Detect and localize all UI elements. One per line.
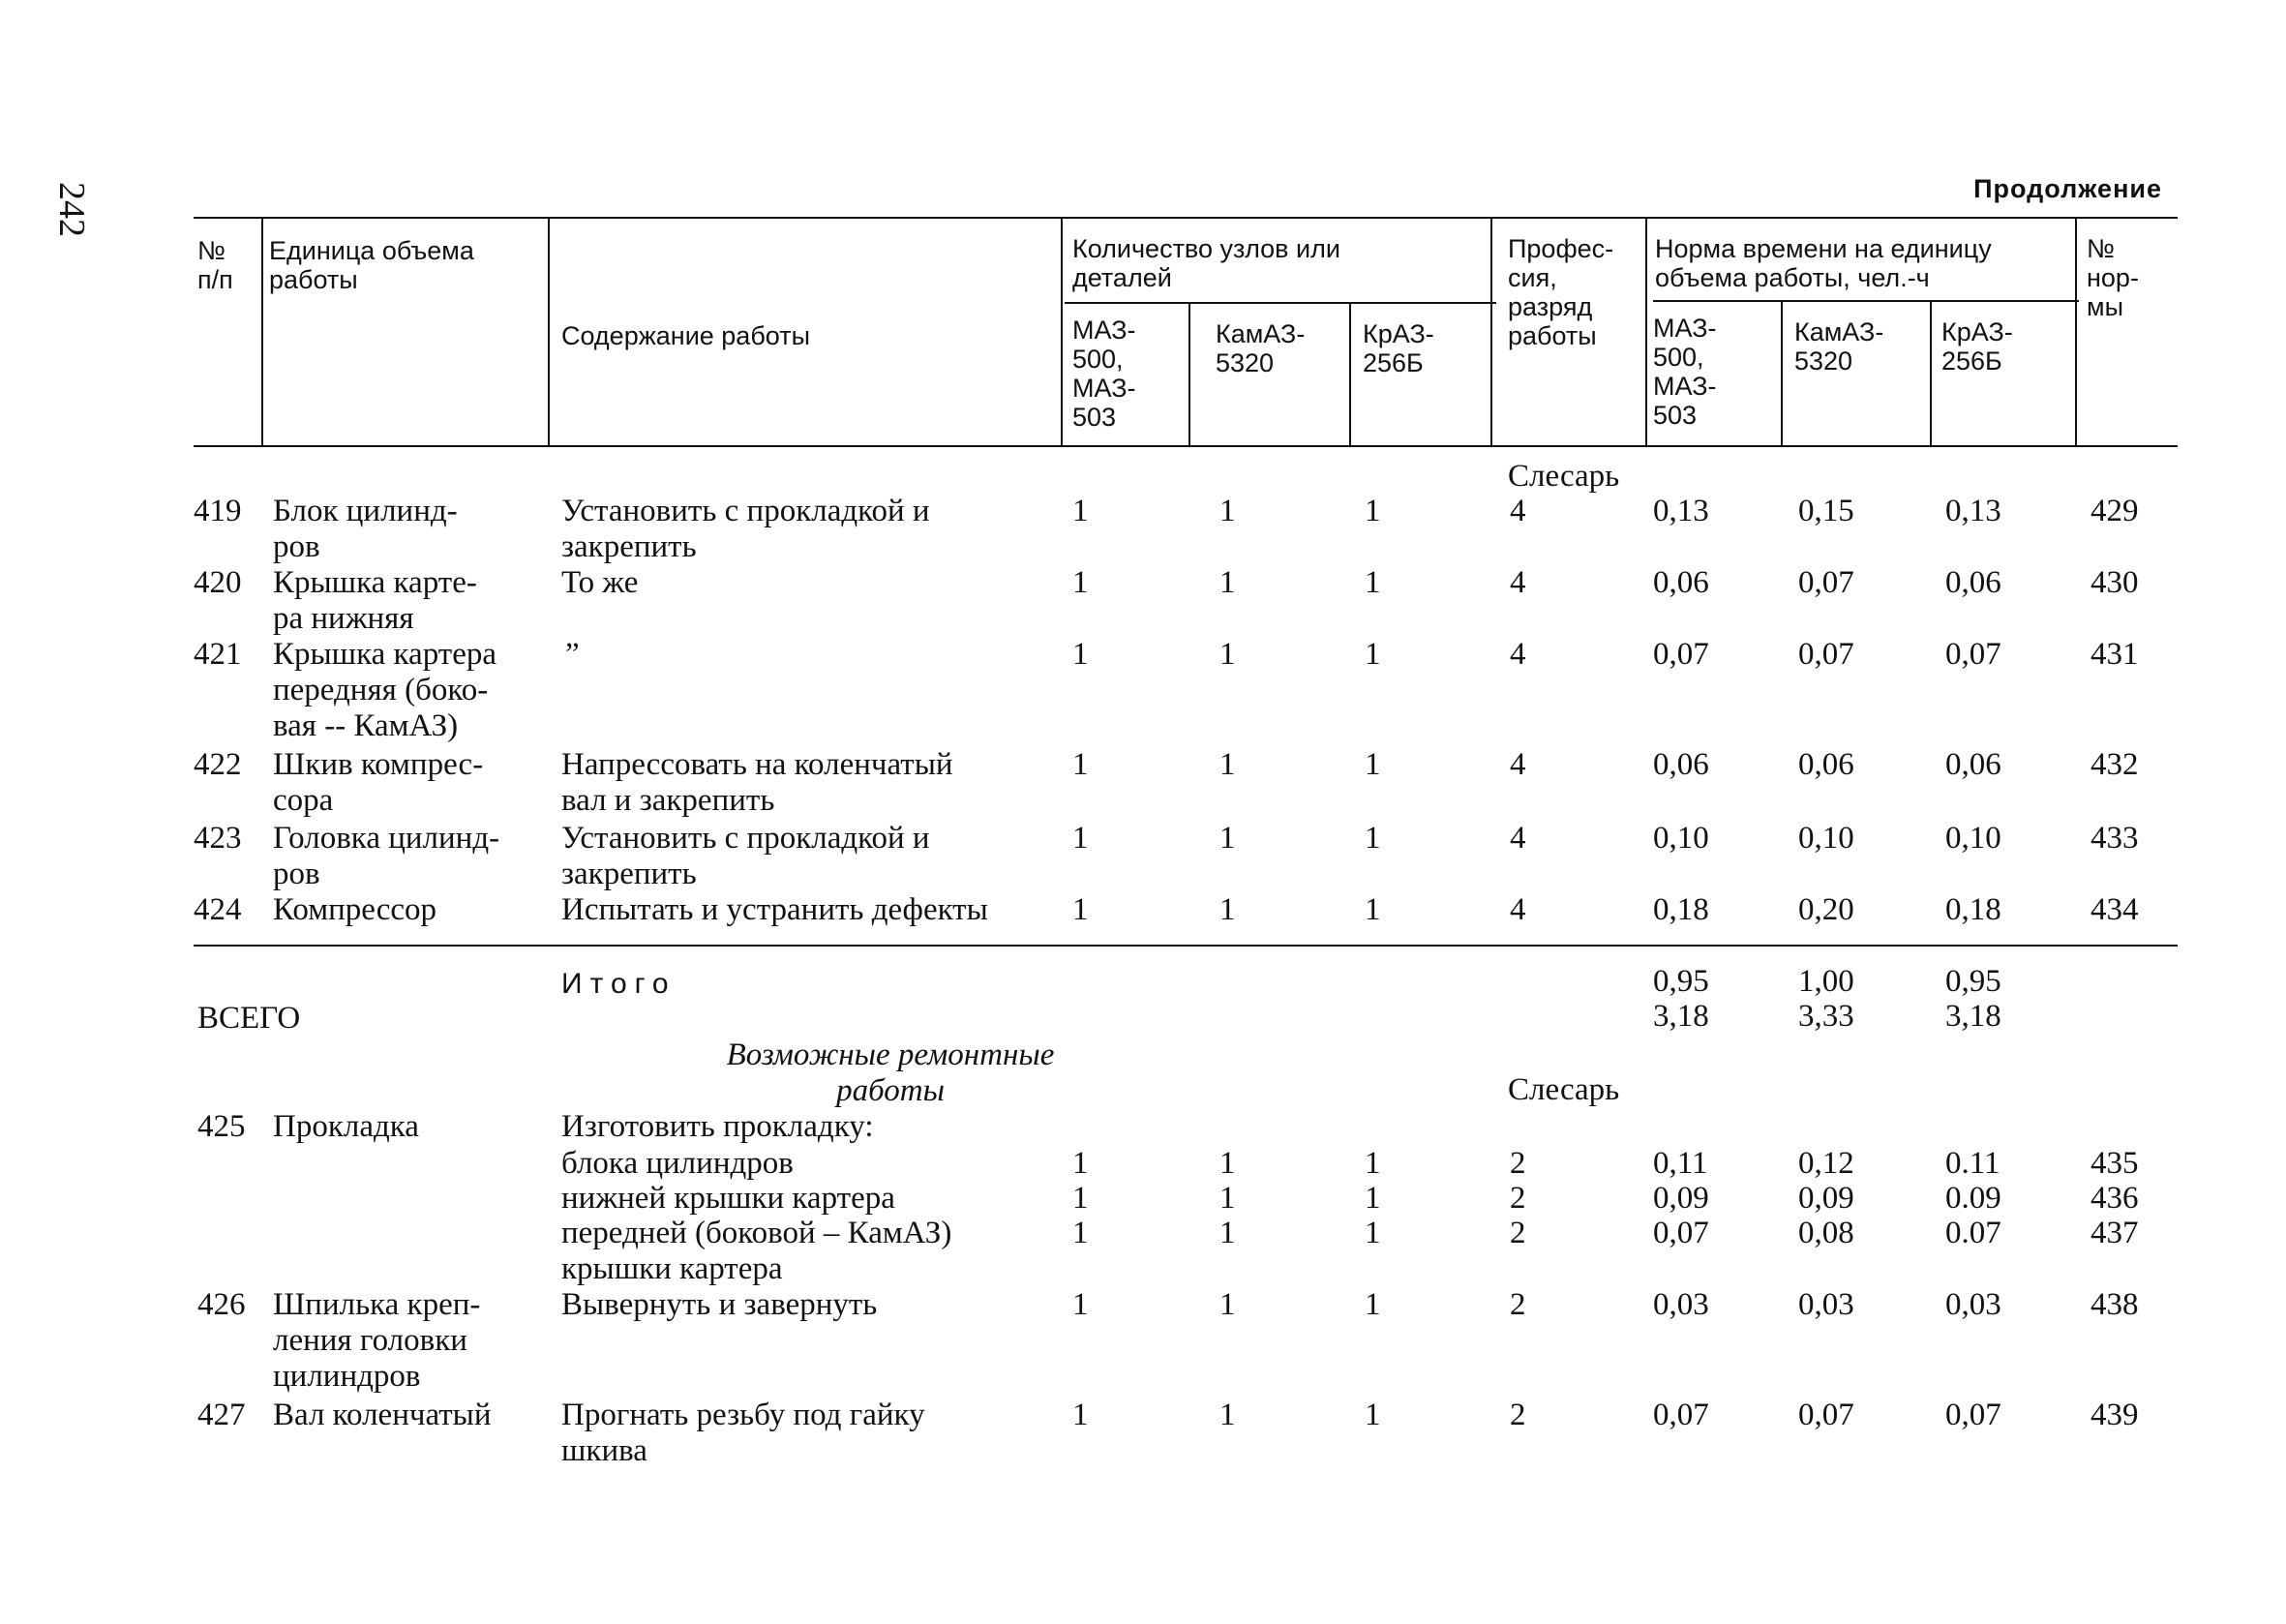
col-divider: [1188, 302, 1190, 445]
row-qty-kraz: 1: [1365, 565, 1381, 600]
row-number: 426: [197, 1287, 246, 1322]
header-qty-kamaz: КамАЗ- 5320: [1216, 319, 1306, 377]
header-norm-maz: МАЗ- 500, МАЗ- 503: [1653, 314, 1717, 430]
row-norm-no: 439: [2090, 1398, 2139, 1432]
row-qty-maz: 1: [1072, 637, 1089, 672]
itogo-kamaz: 1,00: [1798, 964, 1854, 999]
section2-title: Возможные ремонтные работы: [726, 1038, 1055, 1108]
row-qty-kraz: 1: [1365, 1181, 1381, 1216]
row-rank: 2: [1510, 1181, 1526, 1216]
col-divider: [548, 217, 550, 445]
row-time-kraz: 0.11: [1945, 1146, 2000, 1181]
row-time-kamaz: 0,10: [1798, 821, 1854, 856]
row-rank: 4: [1510, 494, 1526, 528]
header-bottom-rule: [194, 445, 2178, 447]
row-content: передней (боковой – КамАЗ) крышки картера: [561, 1216, 952, 1286]
row-content: нижней крышки картера: [561, 1181, 895, 1216]
row-qty-maz: 1: [1072, 1287, 1089, 1322]
header-norm-group: Норма времени на единицу объема работы, чел.-ч: [1655, 234, 1992, 292]
row-content: Изготовить прокладку:: [561, 1109, 874, 1144]
header-content: Содержание работы: [561, 321, 810, 350]
row-time-kamaz: 0,12: [1798, 1146, 1854, 1181]
row-norm-no: 438: [2090, 1287, 2139, 1322]
row-qty-kraz: 1: [1365, 892, 1381, 927]
row-qty-kraz: 1: [1365, 821, 1381, 856]
row-time-maz: 0,07: [1653, 637, 1709, 672]
row-norm-no: 437: [2090, 1216, 2139, 1250]
row-rank: 2: [1510, 1287, 1526, 1322]
row-time-kraz: 0.09: [1945, 1181, 2001, 1216]
row-number: 421: [194, 637, 242, 672]
table-top-rule: [194, 217, 2178, 219]
col-divider: [1930, 300, 1932, 445]
col-divider: [261, 217, 263, 445]
row-time-maz: 0,18: [1653, 892, 1709, 927]
row-unit: Прокладка: [273, 1109, 419, 1144]
row-unit: Головка цилинд- ров: [273, 821, 500, 891]
row-rank: 4: [1510, 892, 1526, 927]
row-content: Установить с прокладкой и закрепить: [561, 494, 930, 564]
row-unit: Крышка карте- ра нижняя: [273, 565, 477, 636]
row-rank: 2: [1510, 1398, 1526, 1432]
col-divider: [1490, 217, 1492, 445]
row-content: Установить с прокладкой и закрепить: [561, 821, 930, 891]
row-qty-maz: 1: [1072, 747, 1089, 782]
row-qty-kamaz: 1: [1219, 821, 1236, 856]
row-unit: Крышка картера передняя (боко- вая -- КамАЗ): [273, 637, 496, 743]
row-time-maz: 0,11: [1653, 1146, 1708, 1181]
itogo-kraz: 0,95: [1945, 964, 2001, 999]
row-rank: 2: [1510, 1146, 1526, 1181]
row-time-kamaz: 0,03: [1798, 1287, 1854, 1322]
row-rank: 4: [1510, 565, 1526, 600]
row-time-kraz: 0,18: [1945, 892, 2001, 927]
header-norm-no: № нор- мы: [2087, 234, 2139, 321]
row-qty-kamaz: 1: [1219, 494, 1236, 528]
row-qty-maz: 1: [1072, 892, 1089, 927]
header-unit: Единица объема работы: [269, 236, 474, 294]
row-qty-kamaz: 1: [1219, 565, 1236, 600]
header-num: № п/п: [197, 236, 233, 294]
row-number: 419: [194, 494, 242, 528]
header-norm-kraz: КрАЗ- 256Б: [1941, 317, 2013, 376]
row-qty-kamaz: 1: [1219, 1146, 1236, 1181]
row-time-maz: 0,06: [1653, 747, 1709, 782]
col-divider: [2075, 217, 2077, 445]
row-rank: 4: [1510, 821, 1526, 856]
continuation-label: Продолжение: [1973, 174, 2162, 203]
row-qty-kraz: 1: [1365, 1398, 1381, 1432]
section2-profession: Слесарь: [1508, 1072, 1620, 1107]
row-time-kraz: 0,06: [1945, 565, 2001, 600]
row-time-kraz: 0,06: [1945, 747, 2001, 782]
header-norm-kamaz: КамАЗ- 5320: [1794, 317, 1884, 376]
row-content: блока цилиндров: [561, 1146, 794, 1181]
row-qty-kamaz: 1: [1219, 1181, 1236, 1216]
row-qty-kraz: 1: [1365, 1287, 1381, 1322]
vsego-kraz: 3,18: [1945, 999, 2001, 1034]
col-divider: [1781, 300, 1783, 445]
row-number: 424: [194, 892, 242, 927]
row-time-maz: 0,10: [1653, 821, 1709, 856]
vsego-maz: 3,18: [1653, 999, 1709, 1034]
row-time-maz: 0,07: [1653, 1216, 1709, 1250]
row-qty-kamaz: 1: [1219, 637, 1236, 672]
page-number: 242: [51, 182, 92, 237]
row-content: То же: [561, 565, 639, 600]
row-norm-no: 432: [2090, 747, 2139, 782]
row-unit: Шпилька креп- ления головки цилиндров: [273, 1287, 481, 1394]
row-time-kraz: 0.07: [1945, 1216, 2001, 1250]
row-time-kraz: 0,13: [1945, 494, 2001, 528]
row-time-kraz: 0,07: [1945, 637, 2001, 672]
row-number: 425: [197, 1109, 246, 1144]
row-content: Прогнать резьбу под гайку шкива: [561, 1398, 925, 1468]
row-number: 423: [194, 821, 242, 856]
totals-rule: [194, 945, 2178, 947]
row-qty-maz: 1: [1072, 1216, 1089, 1250]
row-time-kamaz: 0,07: [1798, 637, 1854, 672]
row-qty-kamaz: 1: [1219, 892, 1236, 927]
row-time-maz: 0,13: [1653, 494, 1709, 528]
row-norm-no: 430: [2090, 565, 2139, 600]
header-qty-group: Количество узлов или деталей: [1072, 234, 1340, 292]
col-divider: [1061, 217, 1063, 445]
row-qty-kamaz: 1: [1219, 747, 1236, 782]
row-qty-kamaz: 1: [1219, 1216, 1236, 1250]
itogo-maz: 0,95: [1653, 964, 1709, 999]
row-norm-no: 431: [2090, 637, 2139, 672]
col-divider: [1645, 217, 1647, 445]
row-content: Напрессовать на коленчатый вал и закрепить: [561, 747, 953, 818]
row-qty-kamaz: 1: [1219, 1287, 1236, 1322]
row-norm-no: 433: [2090, 821, 2139, 856]
vsego-label: ВСЕГО: [197, 1001, 301, 1036]
header-qty-kraz: КрАЗ- 256Б: [1363, 319, 1434, 377]
row-unit: Компрессор: [273, 892, 437, 927]
qty-subheader-rule: [1065, 302, 1496, 304]
row-qty-maz: 1: [1072, 1181, 1089, 1216]
row-qty-maz: 1: [1072, 821, 1089, 856]
row-qty-kraz: 1: [1365, 1216, 1381, 1250]
row-time-kraz: 0,03: [1945, 1287, 2001, 1322]
row-qty-kraz: 1: [1365, 747, 1381, 782]
row-qty-kamaz: 1: [1219, 1398, 1236, 1432]
row-rank: 4: [1510, 637, 1526, 672]
row-qty-maz: 1: [1072, 1146, 1089, 1181]
row-unit: Блок цилинд- ров: [273, 494, 458, 564]
row-number: 422: [194, 747, 242, 782]
row-time-kamaz: 0,20: [1798, 892, 1854, 927]
row-content: ”: [565, 637, 580, 672]
row-norm-no: 435: [2090, 1146, 2139, 1181]
row-rank: 2: [1510, 1216, 1526, 1250]
row-time-kamaz: 0,07: [1798, 1398, 1854, 1432]
header-profession: Профес- сия, разряд работы: [1508, 234, 1614, 350]
row-time-maz: 0,03: [1653, 1287, 1709, 1322]
row-unit: Вал коленчатый: [273, 1398, 492, 1432]
row-time-maz: 0,06: [1653, 565, 1709, 600]
itogo-label: Итого: [561, 968, 677, 1000]
vsego-kamaz: 3,33: [1798, 999, 1854, 1034]
row-norm-no: 429: [2090, 494, 2139, 528]
row-time-maz: 0,09: [1653, 1181, 1709, 1216]
row-unit: Шкив компрес- сора: [273, 747, 484, 818]
row-time-kamaz: 0,15: [1798, 494, 1854, 528]
row-qty-maz: 1: [1072, 565, 1089, 600]
row-number: 420: [194, 565, 242, 600]
row-qty-maz: 1: [1072, 1398, 1089, 1432]
row-content: Вывернуть и завернуть: [561, 1287, 878, 1322]
row-time-kamaz: 0,08: [1798, 1216, 1854, 1250]
row-qty-kraz: 1: [1365, 494, 1381, 528]
row-time-kraz: 0,10: [1945, 821, 2001, 856]
row-time-kamaz: 0,06: [1798, 747, 1854, 782]
row-rank: 4: [1510, 747, 1526, 782]
row-time-maz: 0,07: [1653, 1398, 1709, 1432]
row-time-kamaz: 0,07: [1798, 565, 1854, 600]
row-qty-maz: 1: [1072, 494, 1089, 528]
row-norm-no: 436: [2090, 1181, 2139, 1216]
row-norm-no: 434: [2090, 892, 2139, 927]
row-time-kamaz: 0,09: [1798, 1181, 1854, 1216]
norm-subheader-rule: [1653, 300, 2079, 302]
row-content: Испытать и устранить дефекты: [561, 892, 988, 927]
row-qty-kraz: 1: [1365, 637, 1381, 672]
row-number: 427: [197, 1398, 246, 1432]
col-divider: [1349, 302, 1351, 445]
section1-profession: Слесарь: [1508, 459, 1620, 494]
row-time-kraz: 0,07: [1945, 1398, 2001, 1432]
header-qty-maz: МАЗ- 500, МАЗ- 503: [1072, 316, 1136, 432]
row-qty-kraz: 1: [1365, 1146, 1381, 1181]
